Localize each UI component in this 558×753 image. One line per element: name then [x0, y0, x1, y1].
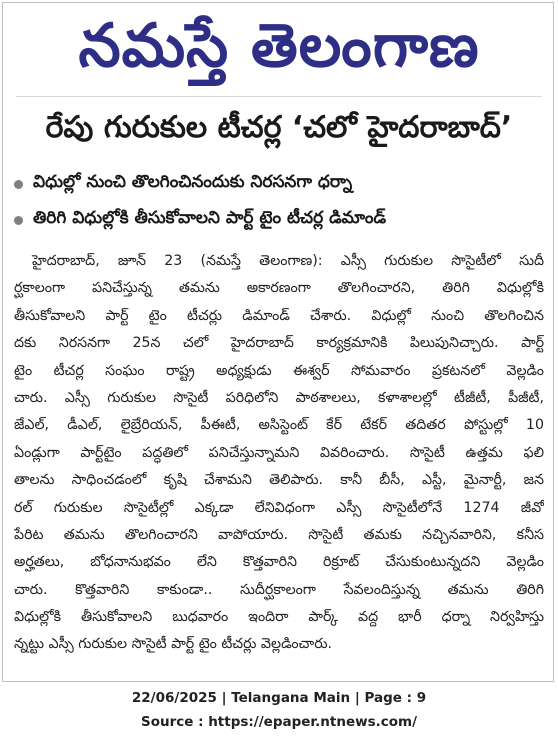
bullet-icon: [14, 180, 23, 189]
body-line: తాలను సాధించడంలో కృషి చేశామని తెలిపారు. కానీ బీసీ, ఎస్టీ, మైనార్టీ, జన: [14, 472, 544, 489]
body-line: ర్ఘకాలంగా పనిచేస్తున్న తమను అకారణంగా తొలగించారని, తిరిగి విధుల్లోకి: [14, 280, 544, 297]
body-line: తీసుకోవాలని పార్ట్ టైం టీచర్లు డిమాండ్ చేశారు. విధుల్లో నుంచి తొలగించిన: [14, 307, 544, 324]
bullet-icon: [14, 216, 23, 225]
article-body: [14, 248, 544, 659]
body-line: హైదరాబాద్, జూన్ 23 (నమస్తే తెలంగాణ): ఎస్సీ గురుకుల సొసైటీలో సుదీ: [32, 253, 544, 269]
subheadline-text: తిరిగి విధుల్లోకి తీసుకోవాలని పార్ట్ టైం టీచర్ల డిమాండ్: [33, 208, 387, 228]
body-line: రల్ గురుకుల సొసైటీల్లో ఎక్కడా లేనివిధంగా ఎస్సీ సొసైటీలోనే 1274 జీవో: [14, 499, 544, 516]
body-line: టైం టీచర్ల సంఘం రాష్ట్ర అధ్యక్షుడు ఈశ్వర్ సోమవారం ప్రకటనలో వెల్లడిం: [14, 362, 544, 379]
subheadline-item: [14, 202, 544, 238]
body-line: చారు. ఎస్సీ గురుకుల సొసైటీ పరిధిలోని పాఠశాలలు, కళాశాలల్లో టీజీటీ, పీజీటీ,: [14, 389, 544, 406]
subheadline-list: [14, 166, 544, 238]
article-headline: రేపు గురుకుల టీచర్ల ‘చలో హైదరాబాద్’: [45, 110, 513, 145]
body-line: జేఎల్, డీఎల్, లైబ్రేరియన్, పీఈటీ, అసిస్టెంట్ కేర్ టేకర్ తదితర పోస్టుల్లో 10: [14, 417, 544, 434]
body-line: విధుల్లోకి తీసుకోవాలని బుధవారం ఇందిరా పార్క్ వద్ద భారీ ధర్నా నిర్వహిస్తు: [14, 609, 544, 626]
body-line: న్నట్టు ఎస్సీ గురుకుల సొసైటీ పార్ట్ టైం టీచర్లు వెల్లడించారు.: [14, 636, 333, 653]
body-line: దకు నిరసనగా 25న చలో హైదరాబాద్ కార్యక్రమానికి పిలుపునిచ్చారు. పార్ట్: [14, 335, 544, 352]
subheadline-item: [14, 166, 544, 202]
footer-source: Source : https://epaper.ntnews.com/: [140, 714, 418, 730]
body-line: ఏండ్లుగా పార్ట్‌టైం పద్ధతిలో పనిచేస్తున్నామని వివరించారు. సొసైటీ ఉత్తమ ఫలి: [14, 444, 544, 461]
body-line: అర్హతలు, బోధనానుభవం లేని కొత్తవారిని రిక్రూట్ చేసుకుంటున్నదని వెల్లడిం: [14, 554, 544, 571]
body-line: చారు. కొత్తవారిని కాకుండా.. సుదీర్ఘకాలంగా సేవలందిస్తున్న తమను తిరిగి: [14, 581, 544, 598]
masthead-divider: [16, 96, 542, 97]
footer-date-edition: 22/06/2025 | Telangana Main | Page : 9: [131, 690, 427, 706]
newspaper-masthead: నమస్తే తెలంగాణ: [78, 11, 480, 81]
subheadline-text: విధుల్లో నుంచి తొలగించినందుకు నిరసనగా ధర్నా: [33, 172, 353, 192]
body-line: పేరిట తమను తొలగించారని వాపోయారు. సొసైటీ తమకు నచ్చినవారిని, కనీస: [14, 526, 544, 543]
